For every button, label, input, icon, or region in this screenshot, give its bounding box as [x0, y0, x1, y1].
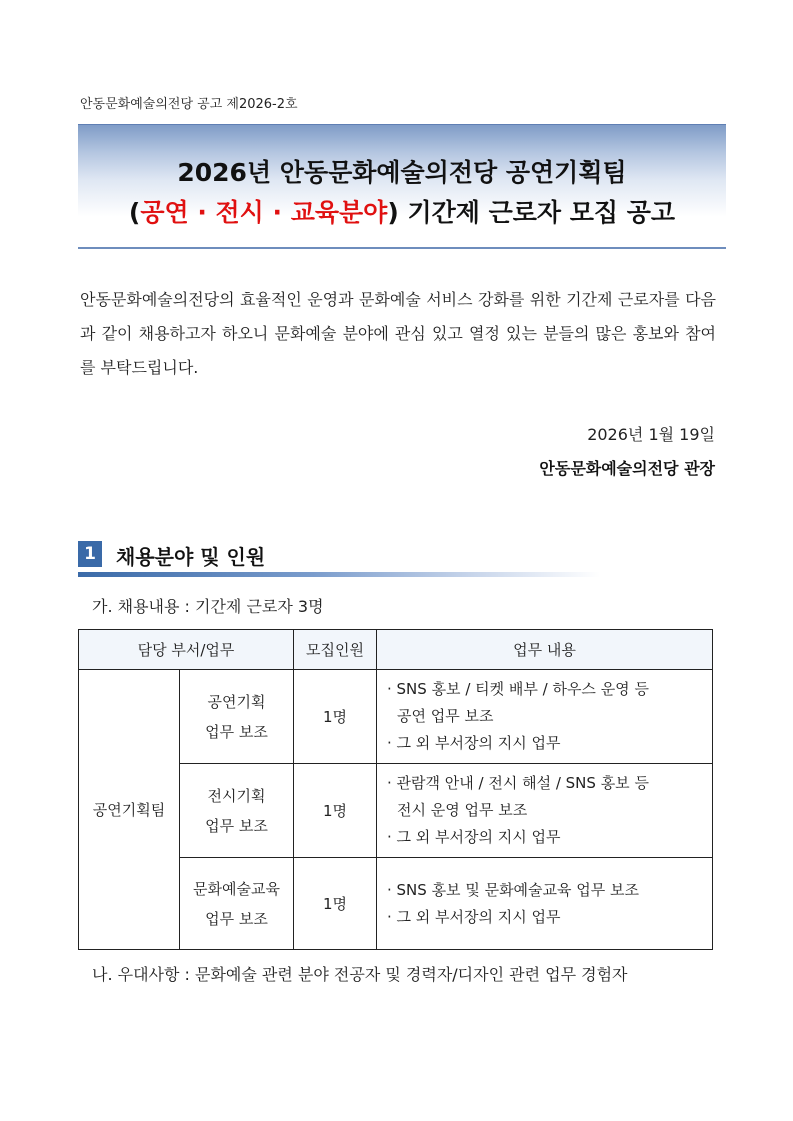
duty-line: · 그 외 부서장의 지시 업무 — [387, 734, 561, 752]
section-title: 채용분야 및 인원 — [116, 545, 266, 569]
section-underline — [78, 572, 600, 577]
recruit-summary: 가. 채용내용 : 기간제 근로자 3명 — [92, 597, 324, 616]
title-paren-open: ( — [128, 198, 141, 227]
duty-line: · 관람객 안내 / 전시 해설 / SNS 홍보 등 — [387, 774, 649, 792]
duty-line: · 그 외 부서장의 지시 업무 — [387, 907, 561, 926]
count-cell: 1명 — [294, 670, 377, 764]
section-number-badge: 1 — [78, 541, 102, 567]
role-cell — [180, 670, 294, 764]
role-cell — [180, 858, 294, 950]
role-line: 업무 보조 — [205, 909, 268, 928]
preference-note: 나. 우대사항 : 문화예술 관련 분야 전공자 및 경력자/디자인 관련 업무 경험자 — [92, 965, 628, 984]
title-line-1: 2026년 안동문화예술의전당 공연기획팀 — [177, 158, 627, 187]
title-line-2 — [78, 193, 726, 229]
role-line: 업무 보조 — [205, 816, 268, 835]
duty-cell — [377, 670, 713, 764]
duty-cell — [377, 858, 713, 950]
title-banner — [78, 124, 726, 249]
duty-cell — [377, 764, 713, 858]
role-line: 전시기획 — [207, 786, 266, 805]
role-line: 공연기획 — [207, 692, 266, 711]
table-row — [79, 670, 713, 764]
header-dept: 담당 부서/업무 — [79, 630, 294, 670]
table-header-row — [79, 630, 713, 670]
role-line: 문화예술교육 — [193, 879, 280, 898]
team-cell: 공연기획팀 — [79, 670, 180, 950]
duty-line: · SNS 홍보 및 문화예술교육 업무 보조 — [387, 880, 640, 899]
count-cell: 1명 — [294, 858, 377, 950]
notice-date: 2026년 1월 19일 — [587, 425, 715, 444]
duty-line: · 그 외 부서장의 지시 업무 — [387, 828, 561, 846]
role-line: 업무 보조 — [205, 722, 268, 741]
header-duty: 업무 내용 — [377, 630, 713, 670]
title-highlight: 공연 · 전시 · 교육분야 — [140, 198, 388, 227]
duty-line: · SNS 홍보 / 티켓 배부 / 하우스 운영 등 — [387, 680, 649, 698]
role-cell — [180, 764, 294, 858]
signature: 안동문화예술의전당 관장 — [539, 459, 715, 478]
header-count: 모집인원 — [294, 630, 377, 670]
duty-line: 전시 운영 업무 보조 — [397, 801, 528, 819]
notice-number: 안동문화예술의전당 공고 제2026-2호 — [80, 97, 298, 112]
title-line-2-rest: ) 기간제 근로자 모집 공고 — [387, 198, 676, 227]
recruit-table — [78, 629, 713, 950]
intro-paragraph: 안동문화예술의전당의 효율적인 운영과 문화예술 서비스 강화를 위한 기간제 근로자를 다음과 같이 채용하고자 하오니 문화예술 분야에 관심 있고 열정 있는 분들의 많은 홍보와 참여를 부탁드립니다. — [80, 290, 716, 377]
count-cell: 1명 — [294, 764, 377, 858]
duty-line: 공연 업무 보조 — [397, 707, 494, 725]
